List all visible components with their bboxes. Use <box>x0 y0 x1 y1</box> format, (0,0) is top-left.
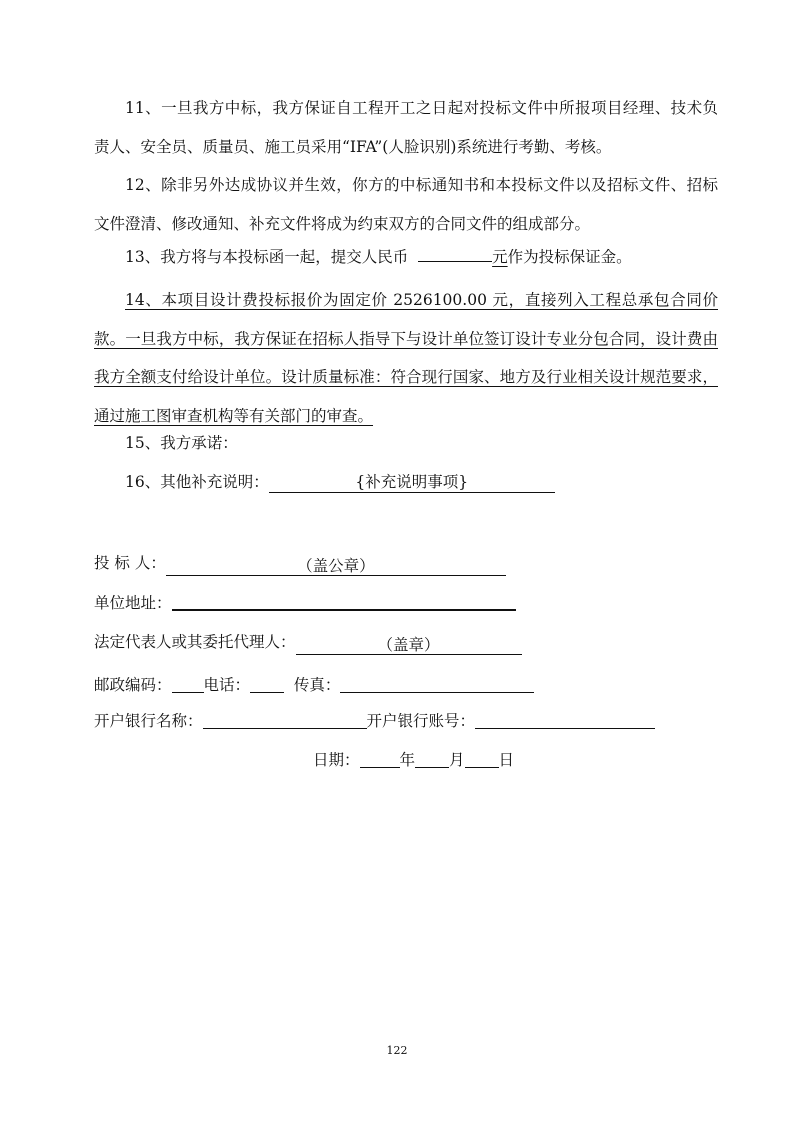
bank-account-label: 开户银行账号： <box>366 712 476 730</box>
contact-row <box>94 674 534 696</box>
clause-13 <box>94 238 718 277</box>
day-field[interactable] <box>465 749 499 768</box>
bank-row <box>94 710 655 732</box>
bidder-row <box>94 552 506 576</box>
postcode-field[interactable] <box>172 674 204 693</box>
bidder-seal-field[interactable]: （盖公章） <box>166 557 506 576</box>
deposit-amount-blank[interactable] <box>418 243 492 262</box>
address-label: 单位地址： <box>94 594 172 612</box>
clause-11: 11、一旦我方中标，我方保证自工程开工之日起对投标文件中所报项目经理、技术负责人、安全员、质量员、施工员采用“IFA”(人脸识别)系统进行考勤、考核。 <box>94 99 718 156</box>
address-field[interactable] <box>172 591 516 611</box>
day-label: 日 <box>498 751 515 769</box>
page-number: 122 <box>386 1044 408 1057</box>
clause-14: 14、本项目设计费投标报价为固定价 2526100.00 元，直接列入工程总承包合同价款。一旦我方中标，我方保证在招标人指导下与设计单位签订设计专业分包合同，设计费由我方全额支付给设计单位。设计质量标准：符合现行国家、地方及行业相关设计规范要求，通过施工图审查机构等有关部门的审查。 <box>94 291 718 425</box>
date-label: 日期： <box>313 751 360 769</box>
representative-row <box>94 631 522 655</box>
fax-label: 传真： <box>293 676 341 694</box>
clause-12: 12、除非另外达成协议并生效，你方的中标通知书和本投标文件以及招标文件、招标文件澄清、修改通知、补充文件将成为约束双方的合同文件的组成部分。 <box>94 176 718 233</box>
phone-field[interactable] <box>250 674 284 693</box>
year-label: 年 <box>399 751 416 769</box>
bank-account-field[interactable] <box>475 710 655 729</box>
clause-16-label: 16、其他补充说明： <box>125 473 269 491</box>
bank-name-field[interactable] <box>203 710 367 729</box>
supplementary-field[interactable]: {补充说明事项} <box>269 472 555 493</box>
clause-13-prefix: 13、我方将与本投标函一起，提交人民币 <box>125 248 409 266</box>
clause-16 <box>94 463 718 502</box>
representative-seal-field[interactable]: （盖章） <box>296 636 522 655</box>
representative-label: 法定代表人或其委托代理人： <box>94 633 296 651</box>
clause-13-currency: 元 <box>492 248 508 266</box>
address-row <box>94 591 516 614</box>
year-field[interactable] <box>360 749 400 768</box>
postcode-label: 邮政编码： <box>94 676 172 694</box>
fax-field[interactable] <box>340 674 534 693</box>
month-label: 月 <box>449 751 465 769</box>
clause-13-suffix: 作为投标保证金。 <box>507 248 632 266</box>
phone-label: 电话： <box>203 676 251 694</box>
bidder-label: 投 标 人： <box>94 554 166 572</box>
clause-15: 15、我方承诺： <box>125 434 238 452</box>
date-row <box>313 749 514 771</box>
bank-name-label: 开户银行名称： <box>94 712 203 730</box>
month-field[interactable] <box>415 749 449 768</box>
